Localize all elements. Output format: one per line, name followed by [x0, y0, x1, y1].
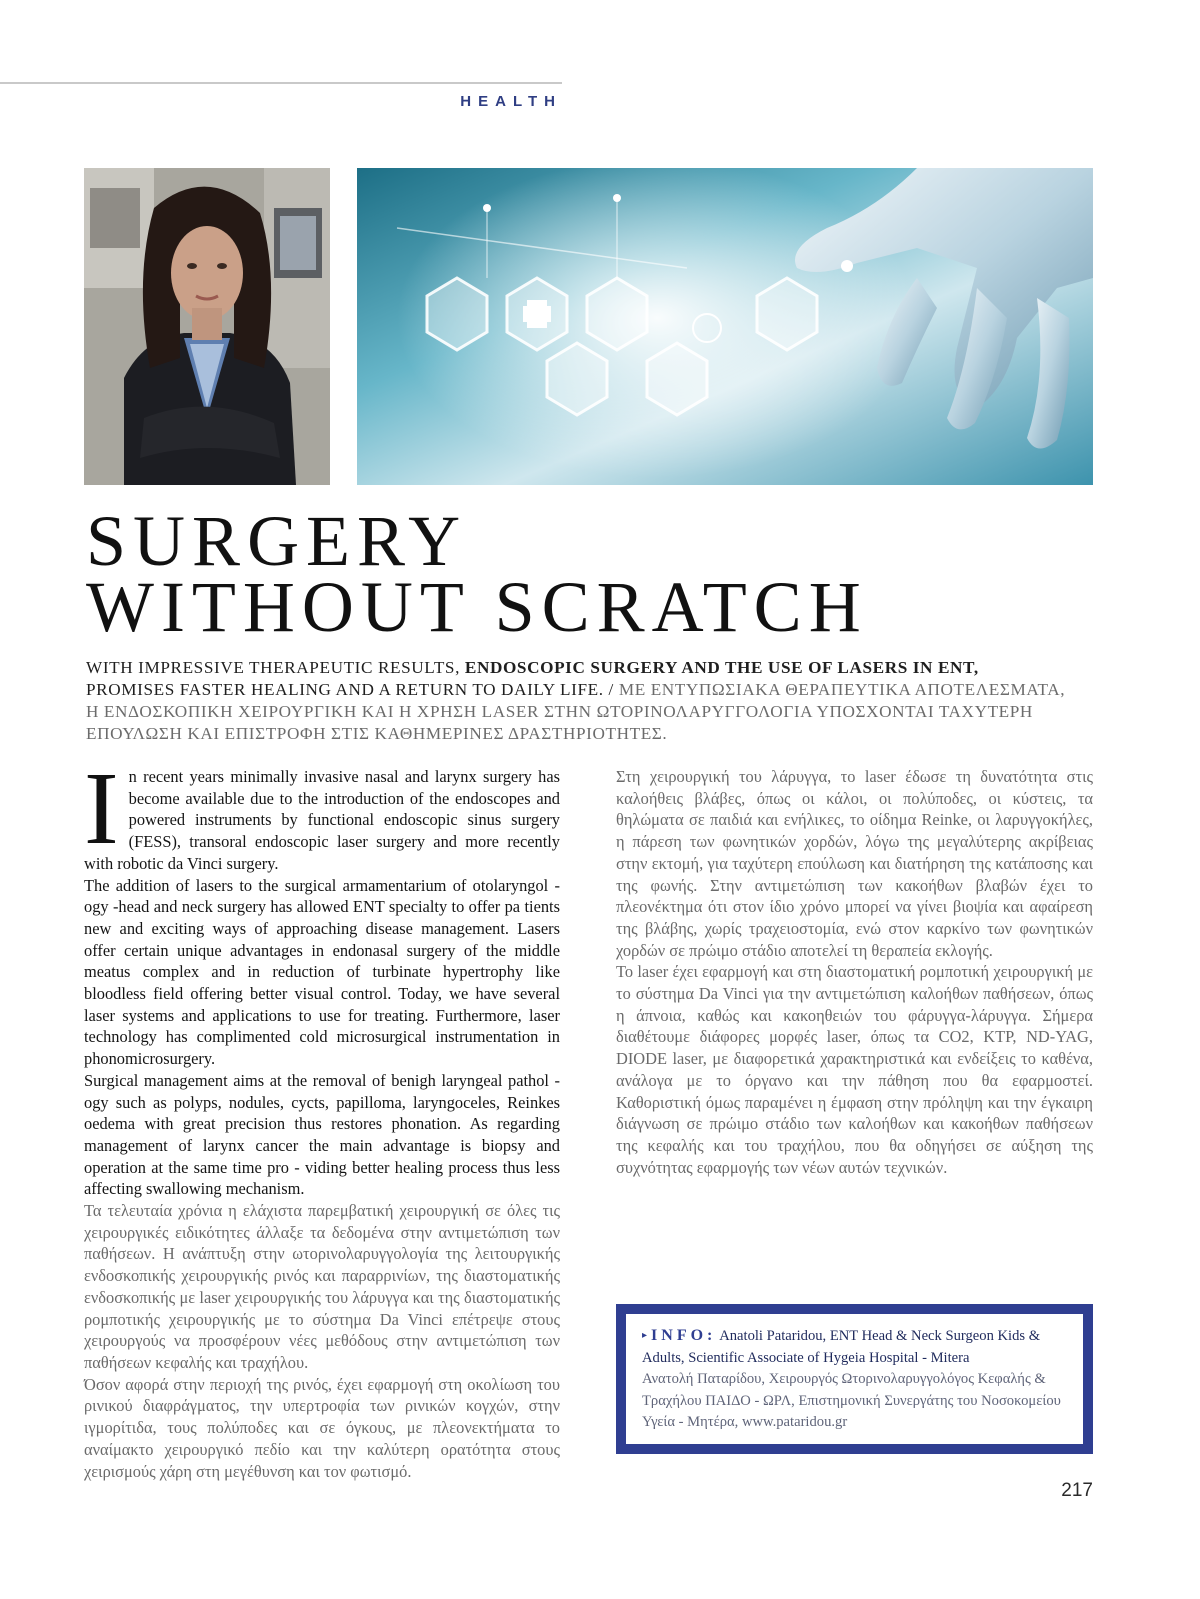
lead-en-bold: ENDOSCOPIC SURGERY AND THE USE OF LASERS IN ENT, — [464, 658, 979, 677]
gr-paragraph-3: Στη χειρουργική του λάρυγγα, το laser έδωσε τη δυνατότητα στις καλοήθεις βλάβες, όπως οι κάλοι, οι πολύποδες, οι κύστεις, τα θηλώματα σε παιδιά και ενήλικες, το οίδημα Reinke, οι λαρυγγοκήλες, η πάρεση των φωνητικών χορδών, λόγω της μεγαλύτερης ακρίβειας στην εκτομή, για ταχύτερη επούλωση και διατήρηση της κατάποσης και της φωνής. Στην αντιμετώπιση των κακοήθων βλαβών έχει το πλεονέκτημα ότι στον ίδιο χρόνο μπορεί να γίνει βιοψία και αφαίρεση της βλάβης, χωρίς τραχειοστομία, ενώ στον καρκίνο των φωνητικών χορδών σε πρώιμο στάδιο αποτελεί τη θεραπεία εκλογής. — [616, 767, 1093, 960]
en-paragraph-2: The addition of lasers to the surgical armamentarium of otolaryngol - ogy -head and neck surgery has allowed ENT specialty to offer pa tients new and exciting ways of approaching disease management. Lasers offer certain unique advantages in endonasal surgery of the middle meatus complex and in reduction of turbinate hypertrophy like bloodless field offering better visual control. Today, we have several laser systems and applications to use for treating. Furthermore, laser technology has complimented cold microsurgical instrumentation in phonomicrosurgery. — [84, 875, 560, 1069]
header-rule — [0, 82, 562, 84]
gr-paragraph-2: Όσον αφορά στην περιοχή της ρινός, έχει εφαρμογή στη οκολίωση του ρινικού διαφράγματος, την υπερτροφία των ρινικών κογχών, στην ιγμορίτιδα, τους πολύποδες και σε όγκους, με πλεονεκτήματα το αναίμακτο χειρουργικό πεδίο και την καλύτερη ορατότητα στους χειρισμούς χάρη στη μεγέθυνση και τον φωτισμό. — [84, 1374, 560, 1481]
section-label: HEALTH — [460, 93, 562, 110]
article-lead — [86, 657, 1066, 745]
gr-paragraph-4: Το laser έχει εφαρμογή και στη διαστοματική ρομποτική χειρουργική με το σύστημα Da Vinci για την αντιμετώπιση καλοήθων παθήσεων, όπως η άπνοια, καθώς και κακοηθειών του φάρυγγα-λάρυγγα. Σήμερα διαθέτουμε διάφορες μορφές laser, όπως τα CO2, KTP, ND-YAG, DIODE laser, με διαφορετικά χαρακτηριστικά και ενδείξεις το καθένα, ανάλογα με το όργανο και την πάθηση που θα εφαρμοστεί. Καθοριστική όμως παραμένει η έμφαση στην πρόληψη και την έγκαιρη διάγνωση σε πρώιμο στάδιο των καλοήθων και κακοήθων παθήσεων της κεφαλής και του τραχήλου, που θα οδηγήσει σε αύξηση της συχνότητας εφαρμογής των νέων αυτών τεχνικών. — [616, 962, 1093, 1177]
gr-paragraph-1: Τα τελευταία χρόνια η ελάχιστα παρεμβατική χειρουργική σε όλες τις χειρουργικές ειδικότητες άλλαξε τα δεδομένα στην αντιμετώπιση των παθήσεων. Η ανάπτυξη στην ωτορινολαρυγγολογία της λειτουργικής ενδοσκοπικής χειρουργικής ρινός και παραρρινίων, της διαστοματικής ενδοσκοπικής με laser χειρουργικής του λάρυγγα και της διαστοματικής ρομποτικής χειρουργικής με το σύστημα Da Vinci επέτρεψε στους χειρουργούς να προσφέρουν νέες μεθόδους στην αντιμετώπιση των παθήσεων κεφαλής και τραχήλου. — [84, 1201, 560, 1372]
lead-greek: ΜΕ ΕΝΤΥΠΩΣΙΑΚΑ ΘΕΡΑΠΕΥΤΙΚΑ ΑΠΟΤΕΛΕΣΜΑΤΑ, Η ΕΝΔΟΣΚΟΠΙΚΗ ΧΕΙΡΟΥΡΓΙΚΗ ΚΑΙ Η ΧΡΗΣΗ LASER ΣΤΗΝ ΩΤΟΡΙΝΟΛΑΡΥΓΓΟΛΟΓΙΑ ΥΠΟΣΧΟΝΤΑΙ ΤΑΧΥΤΕΡΗ ΕΠΟΥΛΩΣΗ ΚΑΙ ΕΠΙΣΤΡΟΦΗ ΣΤΙΣ ΚΑΘΗΜΕΡΙΝΕΣ ΔΡΑΣΤΗΡΙΟΤΗΤΕΣ. — [86, 680, 1066, 743]
drop-cap: I — [84, 751, 119, 866]
left-column — [84, 751, 560, 1482]
page-number: 217 — [1061, 1480, 1093, 1501]
info-en — [642, 1325, 1069, 1369]
lead-en-part2: PROMISES FASTER HEALING AND A RETURN TO DAILY LIFE. / — [86, 680, 614, 699]
info-gr: Ανατολή Παταρίδου, Χειρουργός Ωτορινολαρυγγολόγος Κεφαλής & Τραχήλου ΠΑΙΔΟ - ΩΡΛ, Επιστημονική Συνεργάτης του Νοσοκομείου Υγεία - Μητέρα, www.pataridou.gr — [642, 1371, 1061, 1431]
lead-en-part1: WITH IMPRESSIVE THERAPEUTIC RESULTS, — [86, 658, 465, 677]
triangle-bullet-icon: ▸ — [642, 1330, 648, 1341]
en-paragraph-1 — [84, 751, 560, 875]
hero-robot-hand-image — [357, 168, 1093, 485]
right-column — [616, 766, 1093, 1178]
article-title — [86, 501, 1106, 647]
info-en-text: Anatoli Pataridou, ENT Head & Neck Surgeon Kids & Adults, Scientific Associate of Hygeia Hospital - Mitera — [642, 1328, 1041, 1366]
portrait-photo — [84, 168, 330, 485]
info-box-inner — [626, 1314, 1083, 1444]
en-paragraph-3: Surgical management aims at the removal of benigh laryngeal pathol - ogy such as polyps, nodules, cycts, papilloma, laryngoceles, Reinkes oedema with great precision thus restores phonation. As regarding management of larynx cancer the main advantage is biopsy and operation at the same time pro - viding better healing process thus less affecting swallowing mechanism. — [84, 1070, 560, 1199]
info-label: INFO: — [651, 1327, 717, 1344]
en-paragraph-1-text: n recent years minimally invasive nasal and larynx surgery has become available due to the introduction of the endoscopes and powered instruments by functional endoscopic sinus surgery (FESS), transoral endoscopic laser surgery and more recently with robotic da Vinci surgery. — [84, 767, 560, 873]
title-line-1: SURGERY — [86, 501, 468, 581]
title-line-2: WITHOUT SCRATCH — [86, 567, 868, 647]
info-box — [616, 1304, 1093, 1454]
